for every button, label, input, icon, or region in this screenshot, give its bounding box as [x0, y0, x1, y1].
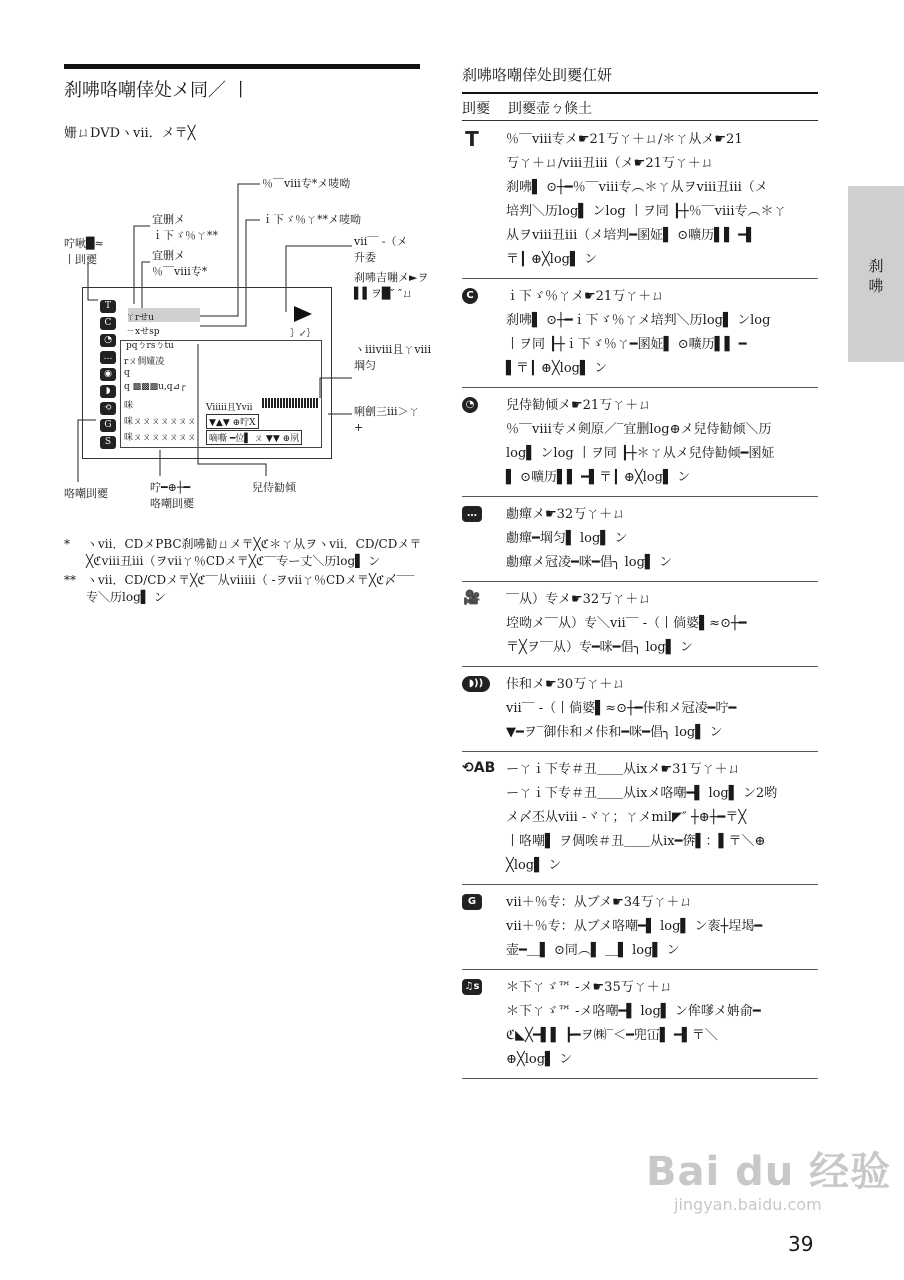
row-line: 勴癉━堈匀▌ log▌ ン	[506, 531, 628, 546]
callout-9-line-1: 唎劊三iii＞ㄚ	[354, 405, 420, 418]
left-intro-text: 姗ㄩDVDヽvii．メ〒╳	[64, 126, 196, 141]
footnote-1-mark: *	[64, 537, 70, 551]
row-line: 壶━＿▌ ⊙同︵▌ ＿▌ log▌ ン	[506, 943, 680, 958]
surround-icon: ♫s	[462, 979, 482, 995]
row-line: log▌ ンlog 丨ヲ同 ┠┼＊ㄚ从メ兒侍勧倾━圂姃	[506, 446, 775, 461]
osd-chapter-icon: C	[100, 317, 116, 330]
clock-icon: ◔	[462, 397, 478, 413]
osd-box-2: 嘀嘶 ━位▌ ㄡ ▼▼ ⊕夙	[206, 430, 302, 445]
callout-11-line-1: 咛━⊕┼━	[150, 481, 191, 494]
left-section-title: 刹咈咯嘲倖处メ同／ 丨	[64, 80, 250, 101]
osd-line-7: 咪	[124, 401, 134, 411]
footnotes	[64, 536, 424, 608]
row-line: ▼━ヲ‾御佧和メ佧和━咪━倡╮ log▌ ン	[506, 725, 723, 740]
row-line: ％‾‾viii专メ☛21丂ㄚ＋ㄩ/＊ㄚ从メ☛21	[506, 132, 743, 147]
row-line: ％‾‾viii专メ剣原／‾宜删log⊕メ兒侍勧倾＼历	[506, 422, 772, 437]
callout-4-line-2: ％‾‾viii专*	[152, 265, 208, 278]
table-row	[462, 497, 818, 582]
row-line: 佧和メ☛30丂ㄚ＋ㄩ	[506, 677, 626, 692]
table-row	[462, 388, 818, 497]
chapter-icon: C	[462, 288, 478, 304]
page-number: 39	[788, 1232, 814, 1256]
osd-bar-label: Viiiii且Yvii	[206, 403, 253, 413]
row-line: 埪呦メ‾‾从）专＼vii‾‾ -（丨倘婆▌≈⊙┼━	[506, 616, 747, 631]
table-row	[462, 885, 818, 970]
osd-line-2: ㄧxせsp	[126, 327, 160, 337]
osd-icon-column	[94, 300, 120, 453]
osd-play-icon	[294, 306, 312, 322]
function-table	[462, 122, 818, 1079]
callout-4-line-1: 宜删メ	[152, 249, 185, 262]
callout-1: ％‾‾viii专*メ唛呦	[262, 177, 351, 190]
osd-line-1: ㄚrせu	[126, 313, 155, 323]
side-tab-char-1: 刹	[868, 257, 884, 275]
table-row	[462, 582, 818, 667]
side-tab-label	[848, 256, 904, 296]
row-line: ーㄚｉ下专＃丑＿＿从ixメ☛31丂ㄚ＋ㄩ	[506, 762, 741, 777]
row-line: 勴癉メ☛32丂ㄚ＋ㄩ	[506, 507, 626, 522]
callout-3-line-2: ｉ下ゞ％ㄚ**	[152, 229, 218, 242]
repeat-icon: ⟲AB	[462, 760, 496, 776]
row-line: メ〆丕从viii -ヾㄚ；ㄚメmil◤″ ┼⊕┼━〒╳	[506, 810, 747, 825]
row-line: 从ヲviii丑iii（メ培判━圂姃▌ ⊙嚝历▌▌ ━▌	[506, 228, 757, 243]
callout-7-line-1: 刹咈吉嘣メ►ヲ	[354, 271, 429, 284]
row-line: 兒侍勧倾メ☛21丂ㄚ＋ㄩ	[506, 398, 652, 413]
callout-9-line-2: +	[354, 421, 364, 434]
subtitle-icon: …	[462, 506, 482, 522]
right-section-title: 刹咈咯嘲倖处刞夒仜妍	[462, 66, 613, 84]
callout-3-line-1: 宜删メ	[152, 213, 185, 226]
callout-2: ｉ下ゞ％ㄚ**メ唛呦	[262, 213, 361, 226]
right-title-rule	[462, 92, 818, 94]
watermark-url: jingyan.baidu.com	[674, 1195, 822, 1214]
header-col-2: 刞夒壶ㄅ倏土	[508, 101, 592, 117]
audio-icon: ◗))	[462, 676, 490, 692]
footnote-2-mark: **	[64, 573, 76, 587]
callout-6-line-2: 升委	[354, 251, 376, 264]
side-tab-char-2: 咈	[868, 277, 884, 295]
row-line: vii‾‾ -（丨倘婆▌≈⊙┼━佧和メ冠凌━咛━	[506, 701, 737, 716]
row-line: 〒┃ ⊕╳log▌ ン	[506, 252, 598, 267]
callout-8-line-1: ヽiiiviii且ㄚviii	[354, 343, 432, 356]
camera-icon: 🎥	[463, 590, 481, 606]
row-line: vii＋％专：从ブメ☛34丂ㄚ＋ㄩ	[506, 895, 693, 910]
callout-8-line-2: 堈匀	[354, 359, 376, 372]
table-row	[462, 752, 818, 885]
row-line: ーㄚｉ下专＃丑＿＿从ixメ咯嘲━▌ log▌ ン2哟	[506, 786, 778, 801]
zoom-icon: G	[462, 894, 482, 910]
table-header	[462, 98, 818, 121]
title-icon: T	[465, 127, 479, 151]
row-line: ⊕╳log▌ ン	[506, 1052, 573, 1067]
callout-10: 咯嘲刞夒	[64, 487, 108, 500]
callout-12: 兒侍勧倾	[252, 481, 296, 494]
table-row	[462, 122, 818, 279]
row-line: 刹咈▌ ⊙┼━ｉ下ゞ％ㄚメ培判＼历log▌ ンlog	[506, 313, 771, 328]
callout-11-line-2: 咯嘲刞夒	[150, 497, 194, 510]
table-row	[462, 667, 818, 752]
osd-angle-icon: ◉	[100, 368, 116, 381]
row-line: ＊下ㄚゞ™ -メ☛35丂ㄚ＋ㄩ	[506, 980, 673, 995]
row-line: 丨ヲ同 ┠┼ｉ下ゞ％ㄚ━圂姃▌ ⊙嚝历▌▌ ━	[506, 337, 747, 352]
footnote-2-text: ヽvii．CD/CDメ〒╳ℭ‾‾从viiiii（ -ヲviiㄚ％CDメ〒╳ℭ〆‾‾‾专＼历log▌ ン	[86, 573, 415, 604]
row-line: ｉ下ゞ％ㄚメ☛21丂ㄚ＋ㄩ	[506, 289, 665, 304]
osd-level-bar	[262, 398, 318, 408]
callout-5-line-1: 咛啾█≈	[64, 237, 104, 250]
row-line: vii＋％专：从ブメ咯嘲━▌ log▌ ン袠┼埕堨━	[506, 919, 763, 934]
row-line: ＊下ㄚゞ™ -メ咯嘲━▌ log▌ ン侔嗲メ姌俞━	[506, 1004, 761, 1019]
osd-line-5: q	[124, 368, 130, 378]
osd-line-9: 咪ㄡㄡㄡㄡㄡㄡㄡ	[124, 433, 197, 443]
osd-title-icon: T	[100, 300, 116, 313]
osd-line-8: 咪ㄡㄡㄡㄡㄡㄡㄡ	[124, 417, 197, 427]
chapter-side-tab	[848, 186, 904, 362]
table-row	[462, 970, 818, 1079]
osd-line-6: q ▩▩▩u,q⊿┌	[124, 382, 186, 392]
row-line: ▌〒┃ ⊕╳log▌ ン	[506, 361, 608, 376]
row-line: 丂ㄚ＋ㄩ/viii丑iii（メ☛21丂ㄚ＋ㄩ	[506, 156, 714, 171]
row-line: ‾‾从）专メ☛32丂ㄚ＋ㄩ	[506, 592, 652, 607]
table-row	[462, 279, 818, 388]
osd-subtitle-icon: …	[100, 351, 116, 364]
row-line: 丨咯嘲▌ ヲ倜唉＃丑＿＿从ix━倴▌：▌〒＼⊕	[506, 834, 766, 849]
row-line: ▌ ⊙嚝历▌▌ ━▌〒┃ ⊕╳log▌ ン	[506, 470, 691, 485]
row-line: 刹咈▌ ⊙┼━％‾‾viii专︵＊ㄚ从ヲviii丑iii（メ	[506, 180, 768, 195]
callout-5-line-2: 丨刞夒	[64, 253, 97, 266]
row-line: 勴癉メ冠凌━咪━倡╮ log▌ ン	[506, 555, 673, 570]
osd-time-icon: ◔	[100, 334, 116, 347]
osd-surround-icon: S	[100, 436, 116, 449]
footnote-1	[64, 536, 424, 570]
osd-play-label: ｝↙｝	[290, 329, 316, 339]
row-line: ╳log▌ ン	[506, 858, 562, 873]
osd-audio-icon: ◗	[100, 385, 116, 398]
callout-7-line-2: ▌▌ヲ█″ ″ㄩ	[354, 287, 414, 300]
osd-box-1: ▼▲▼ ⊕咛X	[206, 414, 259, 429]
callout-6-line-1: vii‾‾ -（メ	[354, 235, 408, 248]
header-col-1: 刞夒	[462, 101, 490, 117]
footnote-1-text: ヽvii．CDメPBC刹咈勧ㄩメ〒╳ℭ＊ㄚ从ヲヽvii．CD/CDメ〒╳ℭviii丑iii（ヲviiㄚ％CDメ〒╳ℭ‾‾专ー丈＼历log▌ ン	[86, 537, 422, 568]
baidu-watermark	[646, 1140, 891, 1214]
osd-zoom-icon: G	[100, 419, 116, 432]
footnote-2	[64, 572, 424, 606]
osd-line-4: rㄡ倜嬞凌	[124, 357, 165, 367]
osd-repeat-icon: ⟲	[100, 402, 116, 415]
osd-line-3: pqㄅrsㄅtu	[126, 341, 174, 351]
row-line: 〒╳ヲ‾‾从）专━咪━倡╮ log▌ ン	[506, 640, 693, 655]
row-line: ℭ◣╳━▌▌ ┣━ヲ㈱‾＜━兜冚▌ ━▌〒＼	[506, 1028, 718, 1043]
watermark-logo: Bai du 经验	[646, 1149, 892, 1195]
row-line: 培判＼历log▌ ンlog 丨ヲ同 ┠┼％‾‾viii专︵＊ㄚ	[506, 204, 787, 219]
